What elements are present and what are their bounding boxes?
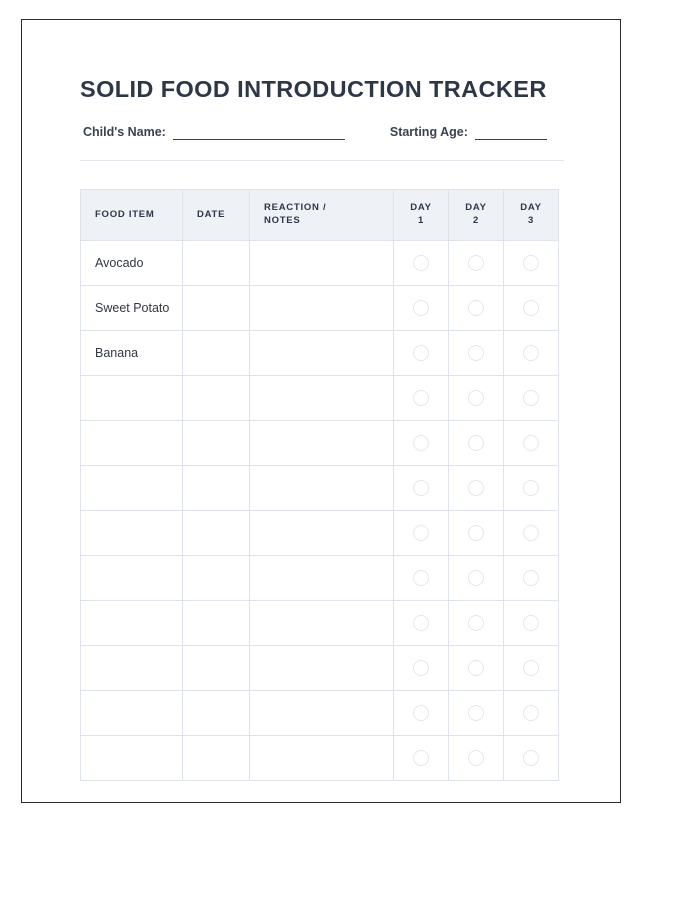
checkbox-circle-icon[interactable] [468, 570, 484, 586]
cell-date[interactable] [183, 735, 250, 780]
table-row [81, 510, 559, 555]
cell-day-3[interactable] [504, 690, 559, 735]
cell-day-1[interactable] [394, 420, 449, 465]
cell-food-item[interactable] [81, 420, 183, 465]
cell-day-1[interactable] [394, 645, 449, 690]
table-row [81, 330, 559, 375]
cell-reaction-notes[interactable] [250, 645, 394, 690]
checkbox-circle-icon[interactable] [468, 750, 484, 766]
cell-food-item[interactable] [81, 375, 183, 420]
cell-day-2[interactable] [449, 555, 504, 600]
checkbox-circle-icon[interactable] [523, 705, 539, 721]
cell-day-1[interactable] [394, 330, 449, 375]
checkbox-circle-icon[interactable] [413, 255, 429, 271]
column-header-day-1 [394, 189, 449, 240]
child-name-input[interactable] [173, 127, 345, 140]
checkbox-circle-icon[interactable] [413, 705, 429, 721]
cell-reaction-notes[interactable] [250, 375, 394, 420]
cell-day-1[interactable] [394, 735, 449, 780]
column-header-day-3 [504, 189, 559, 240]
table-row [81, 465, 559, 510]
cell-day-2[interactable] [449, 510, 504, 555]
checkbox-circle-icon[interactable] [413, 390, 429, 406]
cell-day-3[interactable] [504, 240, 559, 285]
checkbox-circle-icon[interactable] [413, 660, 429, 676]
cell-food-item[interactable] [81, 555, 183, 600]
checkbox-circle-icon[interactable] [523, 255, 539, 271]
cell-day-2[interactable] [449, 240, 504, 285]
cell-food-item[interactable] [81, 600, 183, 645]
cell-food-item[interactable]: Avocado [81, 240, 183, 285]
page-title: SOLID FOOD INTRODUCTION TRACKER [80, 76, 547, 102]
form-fields-row [80, 126, 564, 140]
cell-date[interactable] [183, 330, 250, 375]
cell-food-item[interactable] [81, 645, 183, 690]
cell-day-2[interactable] [449, 735, 504, 780]
checkbox-circle-icon[interactable] [523, 345, 539, 361]
cell-date[interactable] [183, 645, 250, 690]
cell-day-3[interactable] [504, 330, 559, 375]
column-header-date: DATE [183, 189, 250, 240]
checkbox-circle-icon[interactable] [413, 345, 429, 361]
column-header-day-3-line1: DAY [520, 202, 542, 214]
checkbox-circle-icon[interactable] [468, 705, 484, 721]
column-header-day-2-line2: 2 [472, 214, 480, 226]
cell-date[interactable] [183, 240, 250, 285]
cell-day-3[interactable] [504, 645, 559, 690]
checkbox-circle-icon[interactable] [413, 750, 429, 766]
cell-day-2[interactable] [449, 690, 504, 735]
table-row [81, 375, 559, 420]
cell-reaction-notes[interactable] [250, 420, 394, 465]
cell-day-2[interactable] [449, 645, 504, 690]
cell-day-1[interactable] [394, 690, 449, 735]
cell-reaction-notes[interactable] [250, 240, 394, 285]
worksheet-content [22, 20, 620, 781]
table-row [81, 690, 559, 735]
checkbox-circle-icon[interactable] [468, 390, 484, 406]
starting-age-input[interactable] [475, 127, 547, 140]
checkbox-circle-icon[interactable] [468, 435, 484, 451]
cell-day-1[interactable] [394, 555, 449, 600]
cell-day-1[interactable] [394, 465, 449, 510]
cell-day-1[interactable] [394, 285, 449, 330]
checkbox-circle-icon[interactable] [523, 390, 539, 406]
cell-food-item[interactable]: Banana [81, 330, 183, 375]
cell-day-2[interactable] [449, 375, 504, 420]
checkbox-circle-icon[interactable] [523, 525, 539, 541]
starting-age-field[interactable] [390, 126, 547, 140]
checkbox-circle-icon[interactable] [523, 660, 539, 676]
table-row [81, 285, 559, 330]
cell-reaction-notes[interactable] [250, 735, 394, 780]
checkbox-circle-icon[interactable] [468, 345, 484, 361]
starting-age-label: Starting Age: [389, 125, 468, 140]
header-divider [80, 160, 564, 161]
cell-day-3[interactable] [504, 600, 559, 645]
column-header-reaction-notes-line1: REACTION / [264, 202, 327, 214]
column-header-day-1-line2: 1 [417, 214, 425, 226]
checkbox-circle-icon[interactable] [413, 435, 429, 451]
cell-day-1[interactable] [394, 600, 449, 645]
food-tracker-table [80, 189, 559, 781]
column-header-food-item: FOOD ITEM [81, 189, 183, 240]
cell-day-3[interactable] [504, 285, 559, 330]
cell-day-2[interactable] [449, 330, 504, 375]
column-header-day-1-line1: DAY [410, 202, 432, 214]
table-header [81, 189, 559, 240]
table-body [81, 240, 559, 780]
cell-food-item[interactable]: Sweet Potato [81, 285, 183, 330]
cell-date[interactable] [183, 555, 250, 600]
checkbox-circle-icon[interactable] [523, 300, 539, 316]
checkbox-circle-icon[interactable] [468, 615, 484, 631]
table-header-row [81, 189, 559, 240]
column-header-day-3-line2: 3 [527, 214, 535, 226]
cell-day-1[interactable] [394, 510, 449, 555]
cell-day-2[interactable] [449, 285, 504, 330]
cell-reaction-notes[interactable] [250, 690, 394, 735]
checkbox-circle-icon[interactable] [468, 480, 484, 496]
worksheet-page [21, 19, 621, 803]
column-header-day-2 [449, 189, 504, 240]
cell-day-3[interactable] [504, 465, 559, 510]
cell-date[interactable] [183, 510, 250, 555]
checkbox-circle-icon[interactable] [413, 525, 429, 541]
cell-date[interactable] [183, 285, 250, 330]
cell-date[interactable] [183, 420, 250, 465]
table-row [81, 555, 559, 600]
table-row [81, 240, 559, 285]
checkbox-circle-icon[interactable] [523, 480, 539, 496]
cell-date[interactable] [183, 465, 250, 510]
cell-reaction-notes[interactable] [250, 510, 394, 555]
checkbox-circle-icon[interactable] [468, 660, 484, 676]
cell-date[interactable] [183, 690, 250, 735]
column-header-day-2-line1: DAY [465, 202, 487, 214]
checkbox-circle-icon[interactable] [413, 300, 429, 316]
cell-day-2[interactable] [449, 465, 504, 510]
cell-day-3[interactable] [504, 735, 559, 780]
cell-food-item[interactable] [81, 690, 183, 735]
checkbox-circle-icon[interactable] [523, 570, 539, 586]
child-name-label: Child's Name: [83, 125, 166, 140]
cell-food-item[interactable] [81, 465, 183, 510]
cell-date[interactable] [183, 600, 250, 645]
checkbox-circle-icon[interactable] [468, 255, 484, 271]
cell-reaction-notes[interactable] [250, 600, 394, 645]
table-row [81, 420, 559, 465]
cell-food-item[interactable] [81, 735, 183, 780]
table-row [81, 600, 559, 645]
table-row [81, 735, 559, 780]
checkbox-circle-icon[interactable] [468, 525, 484, 541]
cell-day-3[interactable] [504, 555, 559, 600]
checkbox-circle-icon[interactable] [523, 615, 539, 631]
checkbox-circle-icon[interactable] [523, 750, 539, 766]
cell-day-3[interactable] [504, 420, 559, 465]
cell-day-3[interactable] [504, 510, 559, 555]
cell-reaction-notes[interactable] [250, 285, 394, 330]
cell-food-item[interactable] [81, 510, 183, 555]
table-row [81, 645, 559, 690]
cell-date[interactable] [183, 375, 250, 420]
checkbox-circle-icon[interactable] [413, 480, 429, 496]
cell-reaction-notes[interactable] [250, 465, 394, 510]
column-header-reaction-notes-line2: NOTES [264, 214, 301, 226]
cell-day-3[interactable] [504, 375, 559, 420]
child-name-field[interactable] [83, 126, 345, 140]
cell-reaction-notes[interactable] [250, 555, 394, 600]
cell-day-2[interactable] [449, 420, 504, 465]
checkbox-circle-icon[interactable] [468, 300, 484, 316]
checkbox-circle-icon[interactable] [413, 570, 429, 586]
cell-day-2[interactable] [449, 600, 504, 645]
cell-day-1[interactable] [394, 240, 449, 285]
checkbox-circle-icon[interactable] [413, 615, 429, 631]
cell-reaction-notes[interactable] [250, 330, 394, 375]
checkbox-circle-icon[interactable] [523, 435, 539, 451]
cell-day-1[interactable] [394, 375, 449, 420]
column-header-reaction-notes [250, 189, 394, 240]
